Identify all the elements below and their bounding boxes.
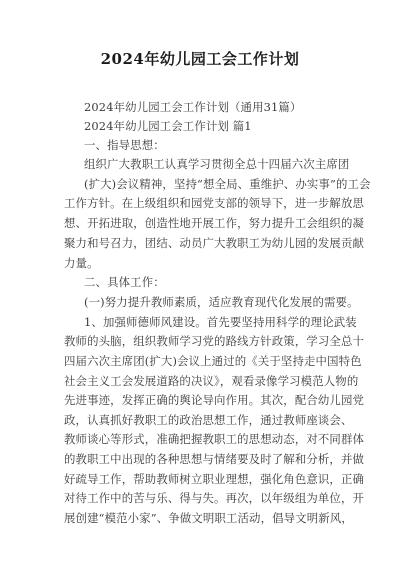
document-title: 2024年幼儿园工会工作计划 (100, 50, 300, 68)
paragraph-line: 想、开拓进取，创造性地开展工作，努力提升工会组织的凝 (64, 216, 365, 230)
paragraph-line: 社会主义工会发展道路的决议》，观看录像学习模范人物的 (64, 374, 359, 388)
paragraph-line: 教师谈心等形式，准确把握教职工的思想动态，对不同群体 (64, 432, 365, 446)
paragraph-line: 四届六次主席团(扩大)会议上通过的《关于坚持走中国特色 (64, 354, 362, 368)
paragraph-line: 先进事迹，发挥正确的舆论导向作用。其次，配合幼儿园党 (64, 393, 365, 407)
document-subtitle: 2024年幼儿园工会工作计划 篇1 (84, 119, 252, 133)
paragraph-line: 1、加强师德师风建设。首先要坚持用科学的理论武装 (84, 315, 357, 329)
section-heading: 二、具体工作： (84, 275, 165, 289)
paragraph-line: 对待工作中的苦与乐、得与失。再次，以年级组为单位，开 (64, 491, 365, 505)
section-heading: 一、指导思想： (84, 138, 165, 152)
paragraph-line: 力量。 (64, 256, 99, 270)
paragraph-line: 展创建“模范小家”、争做文明职工活动，倡导文明新风， (64, 511, 353, 525)
paragraph-line: (扩大)会议精神，坚持“想全局、重维护、办实事”的工会 (84, 177, 371, 191)
paragraph-line: 政，认真抓好教职工的政治思想工作，通过教师座谈会、 (64, 413, 353, 427)
subsection-heading: (一)努力提升教师素质，适应教育现代化发展的需要。 (84, 295, 359, 309)
paragraph-line: 工作方针。在上级组织和园党支部的领导下，进一步解放思 (64, 196, 365, 210)
paragraph-line: 好疏导工作，帮助教师树立职业理想，强化角色意识，正确 (64, 472, 365, 486)
paragraph-line: 聚力和号召力，团结、动员广大教职工为幼儿园的发展贡献 (64, 236, 365, 250)
document-subtitle: 2024年幼儿园工会工作计划（通用31篇） (84, 100, 302, 114)
paragraph-line: 的教职工中出现的各种思想与情绪要及时了解和分析，并做 (64, 452, 365, 466)
paragraph-line: 组织广大教职工认真学习贯彻全总十四届六次主席团 (84, 157, 350, 171)
paragraph-line: 教师的头脑，组织教师学习党的路线方针政策，学习全总十 (64, 334, 365, 348)
